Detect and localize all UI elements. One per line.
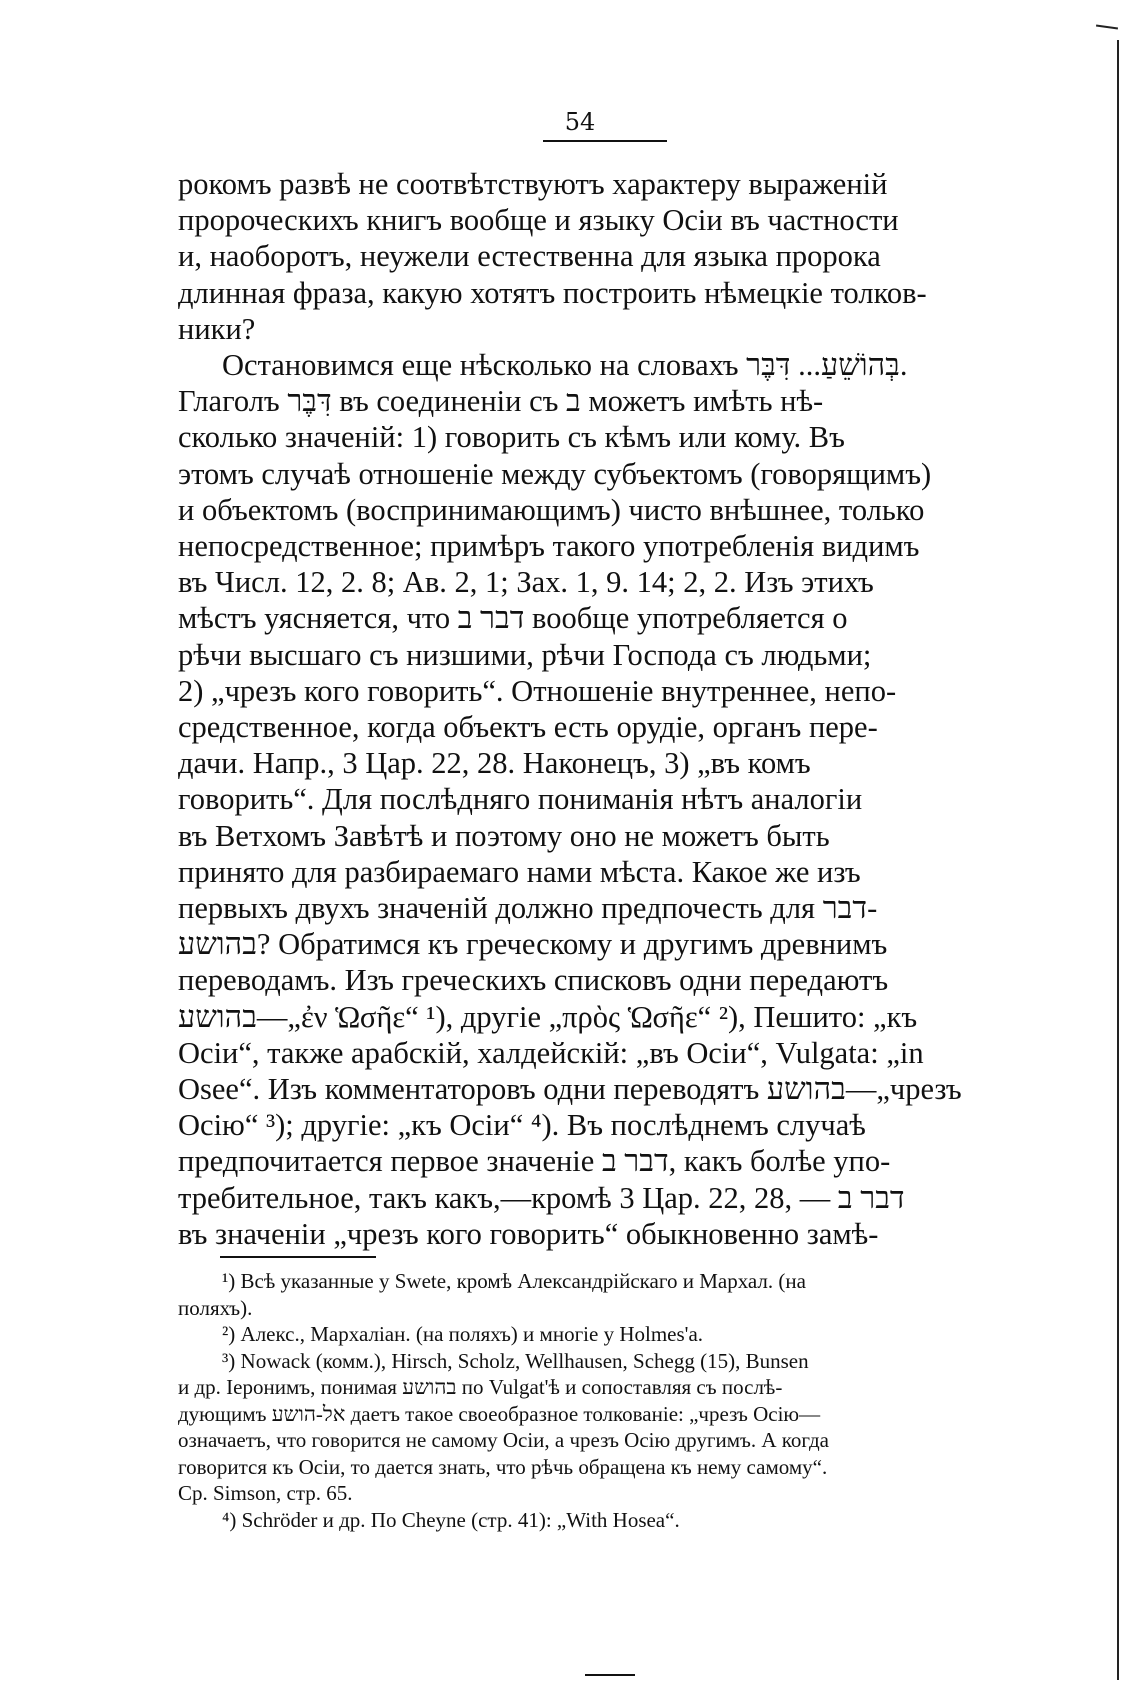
footnote-line: и др. Іеронимъ, понимая בהושע по Vulgat'ѣ и сопоставляя съ послѣ- [178,1375,783,1399]
text-line: рѣчи высшаго съ низшими, рѣчи Господа съ людьми; [178,637,872,672]
footnote-line: ²) Алекс., Мархаліан. (на поляхъ) и многіе у Holmes'a. [222,1322,704,1346]
text-line: дачи. Напр., 3 Цар. 22, 28. Наконецъ, 3) „въ комъ [178,746,811,781]
text-line: непосредственное; примѣръ такого употребленія видимъ [178,529,920,564]
footnote-separator [220,1256,376,1258]
text-line: средственное, когда объектъ есть орудіе, органъ пере- [178,710,878,745]
page-number: 54 [564,108,596,136]
text-line: мѣстъ уясняется, что דבר ב вообще употребляется о [178,601,848,636]
text-line: Осіи“, также арабскій, халдейскій: „въ Осіи“, Vulgata: „in [178,1035,924,1070]
text-line: и объектомъ (воспринимающимъ) чисто внѣшнее, только [178,492,925,527]
footnote-line: Ср. Simson, стр. 65. [178,1481,353,1505]
text-line: въ значеніи „чрезъ кого говорить“ обыкновенно замѣ- [178,1216,879,1251]
text-line: בהושע? Обратимся къ греческому и другимъ древнимъ [178,927,888,962]
text-line: въ Числ. 12, 2. 8; Ав. 2, 1; Зах. 1, 9. 14; 2, 2. Изъ этихъ [178,565,874,600]
bottom-mark [585,1674,635,1676]
page-edge-line [1117,40,1119,1680]
footnote-line: ³) Nowack (комм.), Hirsch, Scholz, Wellhausen, Schegg (15), Bunsen [222,1348,809,1373]
text-line: въ Ветхомъ Завѣтѣ и поэтому оно не можетъ быть [178,818,830,853]
footnote-line: ⁴) Schröder и др. По Cheyne (стр. 41): „With Hosea“. [222,1507,680,1532]
text-line: 2) „чрезъ кого говорить“. Отношеніе внутреннее, непо- [178,673,897,708]
footnotes [178,1268,1038,1533]
footnote-line: означаетъ, что говорится не самому Осіи, а чрезъ Осію другимъ. А когда [178,1428,829,1452]
text-line: рокомъ развѣ не соотвѣтствуютъ характеру выраженій [178,167,888,201]
footnote-line: поляхъ). [178,1295,253,1320]
text-line: בהושע—„ἐν Ὡσῆε“ ¹), другіе „πρὸς Ὡσῆε“ ²), Пешито: „къ [178,999,918,1034]
page-number-rule [543,140,667,142]
text-line: ники? [178,311,256,346]
text-line: переводамъ. Изъ греческихъ списковъ одни передаютъ [178,963,889,998]
text-line: сколько значеній: 1) говорить съ кѣмъ или кому. Въ [178,420,845,455]
text-line: первыхъ двухъ значеній должно предпочесть для דבר- [178,891,878,926]
text-line: Осію“ ³); другіе: „къ Осіи“ ⁴). Въ послѣднемъ случаѣ [178,1108,866,1143]
text-line: предпочитается первое значеніе דבר ב, какъ болѣе упо- [178,1144,891,1179]
text-line: требительное, такъ какъ,—кромѣ 3 Цар. 22, 28, — דבר ב [178,1180,905,1215]
text-line: Osee“. Изъ комментаторовъ одни переводятъ בהושע—„чрезъ [178,1072,962,1107]
text-line: пророческихъ книгъ вообще и языку Осіи въ частности [178,203,899,238]
page-edge-mark [1096,24,1118,29]
footnote-line: ¹) Всѣ указанные у Swete, кромѣ Александрійскаго и Мархал. (на [222,1269,806,1293]
text-line: Глаголъ דִּבֶּר въ соединеніи съ ב можетъ имѣть нѣ- [178,384,824,419]
text-line: этомъ случаѣ отношеніе между субъектомъ (говорящимъ) [178,456,932,491]
footnote-line: дующимъ אל-הושע даетъ такое своеобразное толкованіе: „чрезъ Осію— [178,1401,821,1426]
text-line: и, наоборотъ, неужели естественна для языка пророка [178,239,881,274]
text-line: принято для разбираемаго нами мѣста. Какое же изъ [178,854,861,889]
main-text [178,166,1038,1252]
text-line: Остановимся еще нѣсколько на словахъ בְּהוֹשֵׁעַ... דִּבֶּר. [222,348,908,383]
footnote-line: говорится къ Осіи, то дается знать, что рѣчь обращена къ нему самому“. [178,1454,828,1479]
text-line: говорить“. Для послѣдняго пониманія нѣтъ аналогіи [178,782,863,817]
text-line: длинная фраза, какую хотятъ построить нѣмецкіе толков- [178,275,927,310]
